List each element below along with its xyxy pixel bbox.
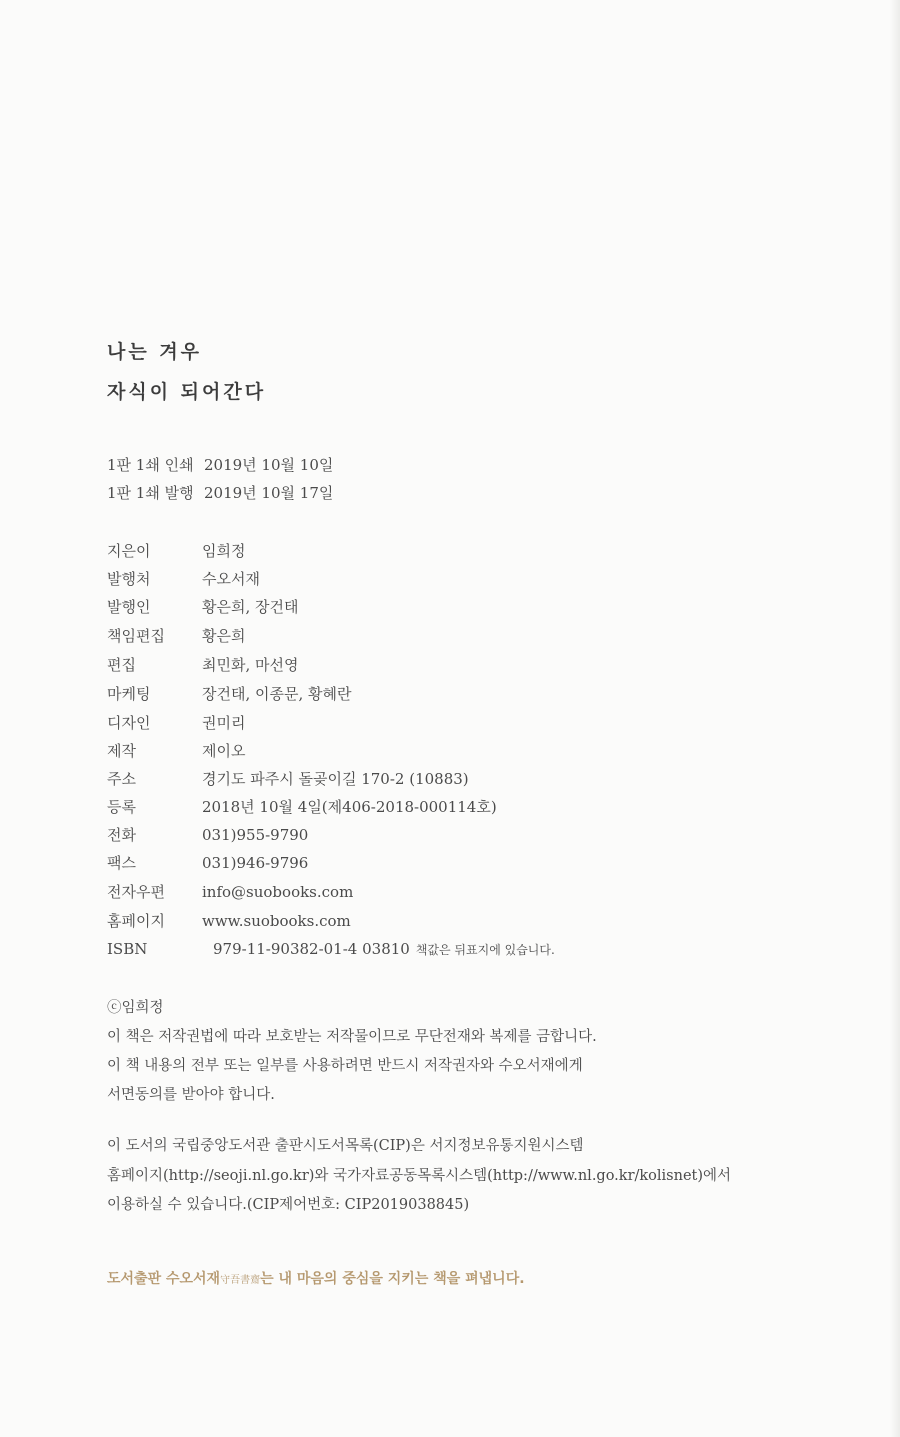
credit-row-editing	[107, 655, 298, 675]
credit-label: 지은이	[107, 542, 151, 560]
isbn-value: 979-11-90382-01-4 03810	[213, 940, 410, 958]
credit-value: 031)955-9790	[202, 826, 309, 844]
credit-label: 발행인	[107, 598, 151, 616]
copyright-block	[107, 994, 597, 1110]
credit-row-author	[107, 541, 245, 561]
cip-line: 이 도서의 국립중앙도서관 출판시도서목록(CIP)은 서지정보유통지원시스템	[107, 1138, 584, 1154]
credit-value: 2018년 10월 4일(제406-2018-000114호)	[202, 798, 497, 816]
credit-value: 임희정	[202, 542, 246, 560]
credit-row-registration	[107, 797, 497, 817]
credit-label: 전자우편	[107, 883, 165, 901]
credit-label: 발행처	[107, 570, 151, 588]
credit-row-phone	[107, 825, 308, 845]
printing-label: 1판 1쇄 발행	[107, 484, 194, 502]
page-edge-shadow	[890, 0, 900, 1437]
credit-row-homepage	[107, 911, 351, 931]
credit-label: 제작	[107, 742, 136, 760]
copyright-line: 이 책은 저작권법에 따라 보호받는 저작물이므로 무단전재와 복제를 금합니다.	[107, 1029, 597, 1045]
credit-row-issuer	[107, 597, 298, 617]
credit-row-chief-editor	[107, 626, 245, 646]
credit-label: 편집	[107, 656, 136, 674]
printing-row	[107, 483, 333, 503]
motto-suffix: 는 내 마음의 중심을 지키는 책을 펴냅니다.	[260, 1271, 525, 1287]
credit-row-fax	[107, 853, 308, 873]
credit-value: 최민화, 마선영	[202, 656, 299, 674]
credit-row-marketing	[107, 684, 351, 704]
isbn-label: ISBN	[107, 940, 148, 958]
credit-row-design	[107, 713, 245, 733]
book-title-line-1: 나는 겨우	[107, 341, 203, 363]
credit-label: 주소	[107, 770, 136, 788]
printing-label: 1판 1쇄 인쇄	[107, 456, 194, 474]
credit-row-address	[107, 769, 469, 789]
credit-value: 황은희	[202, 627, 246, 645]
book-title-line-2: 자식이 되어간다	[107, 381, 267, 403]
credit-label: 홈페이지	[107, 912, 165, 930]
credit-label: 팩스	[107, 854, 136, 872]
printing-date: 2019년 10월 10일	[204, 456, 334, 474]
credit-row-isbn	[107, 939, 555, 960]
printing-row	[107, 455, 333, 475]
copyright-line: 서면동의를 받아야 합니다.	[107, 1087, 275, 1103]
copyright-line: 이 책 내용의 전부 또는 일부를 사용하려면 반드시 저작권자와 수오서재에게	[107, 1058, 583, 1074]
printing-date: 2019년 10월 17일	[204, 484, 334, 502]
credit-value: info@suobooks.com	[202, 883, 354, 901]
motto-prefix: 도서출판 수오서재	[107, 1271, 221, 1287]
price-note: 책값은 뒤표지에 있습니다.	[415, 943, 555, 957]
credit-label: 책임편집	[107, 627, 165, 645]
copyright-holder: ⓒ임희정	[107, 1000, 164, 1016]
credit-value: 장건태, 이종문, 황혜란	[202, 685, 352, 703]
credit-row-production	[107, 741, 245, 761]
credit-label: 등록	[107, 798, 136, 816]
publisher-motto	[107, 1268, 525, 1288]
credit-value: 제이오	[202, 742, 246, 760]
credit-row-email	[107, 882, 353, 902]
credit-label: 전화	[107, 826, 136, 844]
credit-value: 황은희, 장건태	[202, 598, 299, 616]
credit-value: 경기도 파주시 돌곶이길 170-2 (10883)	[202, 770, 469, 788]
motto-hanja: 守吾書齋	[220, 1275, 261, 1286]
credit-label: 디자인	[107, 714, 151, 732]
credit-label: 마케팅	[107, 685, 151, 703]
credit-value: www.suobooks.com	[202, 912, 351, 930]
credit-value: 031)946-9796	[202, 854, 309, 872]
cip-block	[107, 1132, 731, 1221]
cip-line: 이용하실 수 있습니다.(CIP제어번호: CIP2019038845)	[107, 1197, 470, 1213]
credit-row-publisher	[107, 569, 260, 589]
credit-value: 수오서재	[202, 570, 260, 588]
credit-value: 권미리	[202, 714, 246, 732]
cip-line: 홈페이지(http://seoji.nl.go.kr)와 국가자료공동목록시스템(http://www.nl.go.kr/kolisnet)에서	[107, 1167, 732, 1184]
